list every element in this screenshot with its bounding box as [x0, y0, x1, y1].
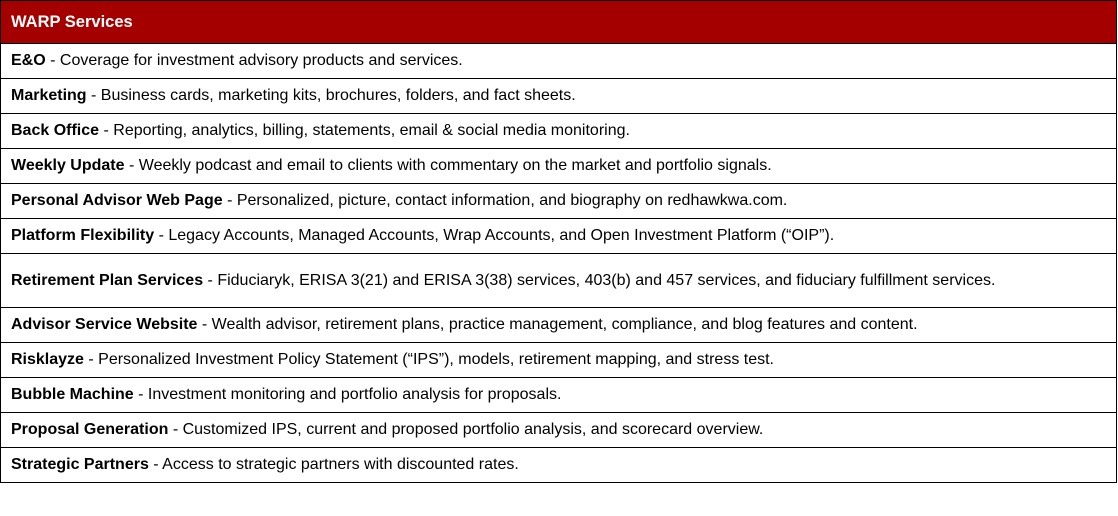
- table-row: [1, 378, 1117, 413]
- table-row: [1, 413, 1117, 448]
- service-cell: [1, 378, 1117, 413]
- service-description: - Investment monitoring and portfolio analysis for proposals.: [133, 386, 562, 403]
- service-name: Marketing: [11, 87, 87, 104]
- service-name: Risklayze: [11, 351, 84, 368]
- service-name: E&O: [11, 52, 46, 69]
- service-cell: [1, 184, 1117, 219]
- table-row: [1, 254, 1117, 308]
- service-cell: [1, 114, 1117, 149]
- service-description: - Business cards, marketing kits, brochures, folders, and fact sheets.: [86, 87, 576, 104]
- table-row: [1, 149, 1117, 184]
- service-description: - Coverage for investment advisory products and services.: [45, 52, 463, 69]
- service-cell: [1, 448, 1117, 483]
- service-description: - Wealth advisor, retirement plans, practice management, compliance, and blog features and content.: [197, 316, 918, 333]
- service-name: Personal Advisor Web Page: [11, 192, 223, 209]
- service-description: - Access to strategic partners with discounted rates.: [148, 456, 519, 473]
- service-description: - Reporting, analytics, billing, statements, email & social media monitoring.: [99, 122, 630, 139]
- table-row: [1, 343, 1117, 378]
- service-description: - Personalized, picture, contact information, and biography on redhawkwa.com.: [222, 192, 788, 209]
- table-row: [1, 79, 1117, 114]
- table-row: [1, 184, 1117, 219]
- service-name: Platform Flexibility: [11, 227, 155, 244]
- service-cell: [1, 343, 1117, 378]
- service-cell: [1, 44, 1117, 79]
- service-description: - Fiduciaryk, ERISA 3(21) and ERISA 3(38) services, 403(b) and 457 services, and fiduciary fulfillment services.: [203, 271, 996, 289]
- service-description: - Customized IPS, current and proposed portfolio analysis, and scorecard overview.: [168, 421, 764, 438]
- table-row: [1, 219, 1117, 254]
- service-cell: [1, 308, 1117, 343]
- service-name: Bubble Machine: [11, 386, 134, 403]
- service-name: Back Office: [11, 122, 100, 139]
- service-cell: [1, 413, 1117, 448]
- service-cell: [1, 254, 1117, 308]
- service-name: Proposal Generation: [11, 421, 169, 438]
- table-row: [1, 44, 1117, 79]
- service-name: Advisor Service Website: [11, 316, 198, 333]
- table-row: [1, 114, 1117, 149]
- service-name: Retirement Plan Services: [11, 271, 204, 289]
- table-row: [1, 308, 1117, 343]
- service-name: Weekly Update: [11, 157, 125, 174]
- service-name: Strategic Partners: [11, 456, 149, 473]
- table-header-row: [1, 1, 1117, 44]
- service-cell: [1, 149, 1117, 184]
- table-header: WARP Services: [1, 1, 1117, 44]
- service-description: - Personalized Investment Policy Statement (“IPS”), models, retirement mapping, and stress test.: [83, 351, 774, 368]
- service-cell: [1, 79, 1117, 114]
- service-description: - Weekly podcast and email to clients with commentary on the market and portfolio signals.: [124, 157, 772, 174]
- service-description: - Legacy Accounts, Managed Accounts, Wrap Accounts, and Open Investment Platform (“OIP”).: [154, 227, 835, 244]
- table-row: [1, 448, 1117, 483]
- service-cell: [1, 219, 1117, 254]
